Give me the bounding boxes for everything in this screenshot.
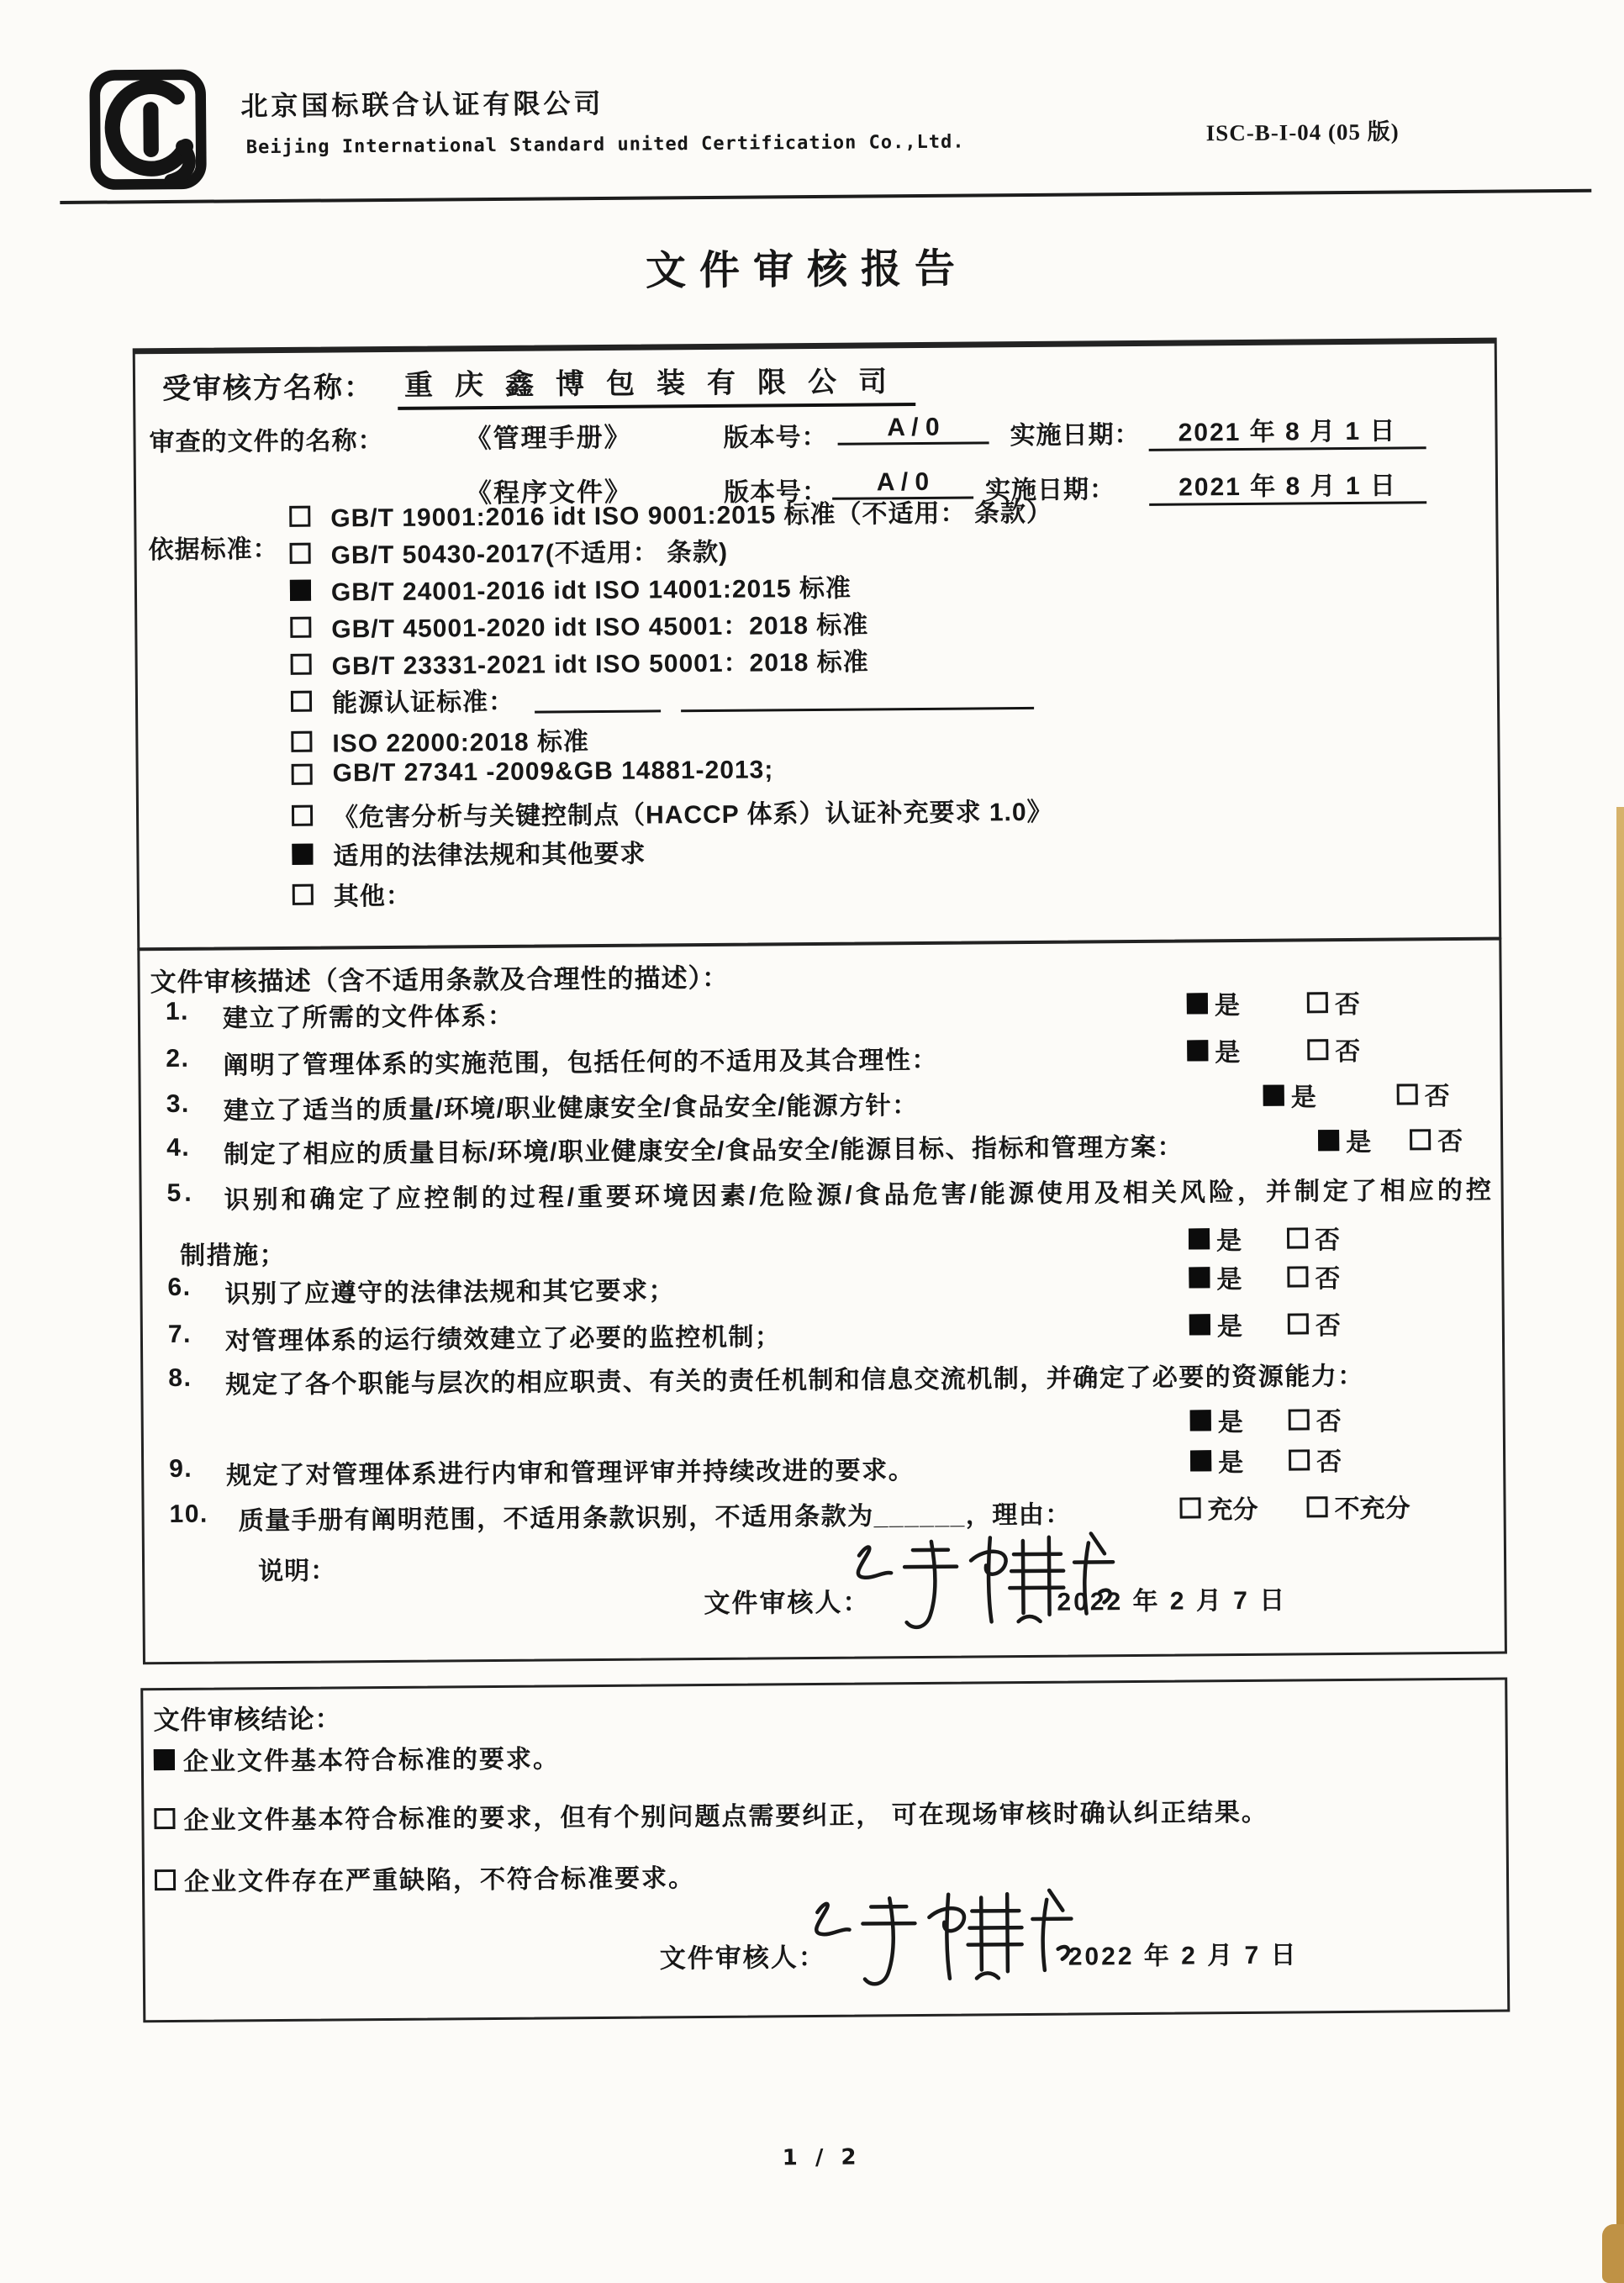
checkbox[interactable] [289, 505, 310, 526]
checkbox[interactable] [291, 730, 312, 751]
info-section [133, 338, 1502, 951]
company-logo-icon [87, 68, 229, 190]
conclusion-section [140, 1678, 1510, 2023]
impl-date-label: 实施日期： [1010, 420, 1141, 451]
no-checkbox[interactable] [1289, 1449, 1310, 1470]
yes-checkbox[interactable] [1190, 1410, 1211, 1431]
item-text: 建立了适当的质量/环境/职业健康安全/食品安全/能源方针： [223, 1092, 919, 1126]
yes-no-group: 是 否 [1318, 1120, 1463, 1158]
standard-row [293, 875, 412, 913]
description-item: 6. 识别了应遵守的法律法规和其它要求； [167, 1269, 675, 1310]
option-text: 企业文件基本符合标准的要求，但有个别问题点需要纠正， 可在现场审核时确认纠正结果。 [183, 1798, 1268, 1835]
impl-date-value: 2021 年 8 月 1 日 [1149, 464, 1426, 506]
no-checkbox[interactable] [1287, 1227, 1308, 1248]
standard-text: 能源认证标准： [331, 688, 515, 718]
checkbox[interactable] [154, 1807, 175, 1828]
conclusion-option [154, 1791, 1268, 1837]
standard-text: GB/T 19001:2016 idt ISO 9001:2015 标准（不适用： 条款） [330, 498, 1053, 533]
version-value: A / 0 [832, 467, 973, 499]
option-text: 企业文件基本符合标准的要求。 [182, 1745, 561, 1776]
item-text: 制定了相应的质量目标/环境/职业健康安全/食品安全/能源目标、指标和管理方案： [224, 1133, 1184, 1169]
yes-no-group: 是 否 [1190, 1400, 1342, 1438]
header-divider [60, 189, 1591, 204]
item-text: 制措施； [180, 1241, 287, 1270]
reviewer-signature [834, 1521, 1154, 1646]
scan-corner-artifact [1602, 2224, 1624, 2283]
standard-row [291, 677, 1034, 720]
item-text: 质量手册有阐明范围，不适用条款识别，不适用条款为______，理由： [238, 1500, 1072, 1536]
checkbox[interactable] [290, 579, 311, 600]
checkbox[interactable] [290, 542, 311, 563]
item-text: 识别和确定了应控制的过程/重要环境因素/危险源/食品危害/能源使用及相关风险，并制定了相应的控 [224, 1176, 1495, 1215]
description-item: 5. 识别和确定了应控制的过程/重要环境因素/危险源/食品危害/能源使用及相关风险，并制定了相应的控 [166, 1169, 1495, 1216]
description-item: 3. 建立了适当的质量/环境/职业健康安全/食品安全/能源方针： [166, 1084, 919, 1127]
standard-text: GB/T 23331-2021 idt ISO 50001：2018 标准 [331, 648, 869, 681]
checkbox[interactable] [292, 804, 313, 825]
standard-row [292, 756, 774, 788]
yes-checkbox[interactable] [1187, 1040, 1208, 1061]
yes-checkbox[interactable] [1318, 1130, 1339, 1151]
impl-date-label: 实施日期： [984, 476, 1116, 505]
checkbox[interactable] [292, 843, 313, 864]
yes-no-group: 是 否 [1189, 1305, 1341, 1342]
no-checkbox[interactable] [1397, 1084, 1418, 1105]
standard-row [289, 492, 1052, 535]
no-checkbox[interactable] [1307, 992, 1328, 1013]
blank-line [535, 684, 661, 713]
yes-checkbox[interactable] [1187, 993, 1208, 1014]
no-checkbox[interactable] [1307, 1039, 1328, 1060]
option-text: 企业文件存在严重缺陷，不符合标准要求。 [183, 1864, 696, 1896]
item-text: 建立了所需的文件体系： [222, 1002, 514, 1033]
insufficient-checkbox[interactable] [1306, 1496, 1327, 1517]
description-item: 9. 规定了对管理体系进行内审和管理评审并持续改进的要求。 [169, 1449, 915, 1492]
version-label: 版本号： [723, 477, 829, 507]
form-code: ISC-B-I-04 (05 版) [1205, 119, 1400, 146]
document-name: 《程序文件》 [465, 477, 633, 509]
description-item: 4. 制定了相应的质量目标/环境/职业健康安全/食品安全/能源目标、指标和管理方案： [166, 1126, 1184, 1172]
description-item-continuation [180, 1234, 286, 1272]
no-checkbox[interactable] [1287, 1266, 1308, 1287]
company-name-en: Beijing International Standard united Certification Co.,Ltd. [245, 131, 965, 159]
review-date: 2022 年 2 月 7 日 [1068, 1941, 1299, 1971]
description-heading: 文件审核描述（含不适用条款及合理性的描述）： [150, 962, 730, 998]
review-date: 2022 年 2 月 7 日 [1057, 1586, 1288, 1616]
reviewer-signature [792, 1878, 1112, 2002]
checkbox[interactable] [290, 616, 311, 637]
item-text: 识别了应遵守的法律法规和其它要求； [224, 1277, 676, 1309]
version-label: 版本号： [723, 423, 828, 452]
standard-row [291, 720, 589, 760]
note-label: 说明： [258, 1557, 337, 1586]
sufficiency-options: 充分 不充分 [1179, 1487, 1410, 1526]
no-checkbox[interactable] [1288, 1313, 1309, 1334]
yes-checkbox[interactable] [1189, 1267, 1210, 1288]
description-item: 8. 规定了各个职能与层次的相应职责、有关的责任机制和信息交流机制，并确定了必要的资源能力： [168, 1355, 1364, 1401]
item-text: 规定了对管理体系进行内审和管理评审并持续改进的要求。 [226, 1457, 915, 1490]
document-name: 《管理手册》 [465, 422, 632, 454]
auditee-name: 重庆鑫博包装有限公司 [398, 358, 915, 410]
item-text: 阐明了管理体系的实施范围，包括任何的不适用及其合理性： [223, 1046, 939, 1080]
reviewer-label: 文件审核人： [659, 1942, 826, 1974]
standard-text: 适用的法律法规和其他要求 [333, 840, 646, 871]
checkbox[interactable] [292, 763, 313, 784]
standard-row [289, 531, 728, 572]
item-text: 规定了各个职能与层次的相应职责、有关的责任机制和信息交流机制，并确定了必要的资源能力： [225, 1362, 1364, 1400]
version-value: A / 0 [837, 413, 989, 445]
standard-row [292, 833, 646, 873]
standard-text: GB/T 50430-2017(不适用： 条款) [330, 538, 729, 570]
no-checkbox[interactable] [1410, 1129, 1431, 1150]
company-name-cn: 北京国标联合认证有限公司 [240, 87, 604, 122]
yes-checkbox[interactable] [1263, 1084, 1284, 1105]
scan-edge-artifact [1616, 807, 1624, 2283]
standard-text: GB/T 45001-2020 idt ISO 45001：2018 标准 [331, 611, 869, 644]
impl-date-value: 2021 年 8 月 1 日 [1148, 409, 1426, 451]
standard-text: 其他： [333, 882, 412, 911]
yes-no-group: 是 否 [1187, 983, 1360, 1022]
standard-row [290, 604, 868, 645]
checkbox[interactable] [291, 653, 312, 674]
checkbox[interactable] [155, 1869, 176, 1890]
standard-row [290, 641, 868, 682]
yes-no-group: 是 否 [1263, 1075, 1450, 1114]
description-item: 1. 建立了所需的文件体系： [166, 995, 514, 1035]
yes-no-group: 是 否 [1190, 1441, 1342, 1479]
blank-line [681, 681, 1034, 711]
page-number: 1 / 2 [782, 2144, 862, 2171]
yes-checkbox[interactable] [1189, 1314, 1210, 1335]
standard-text: ISO 22000:2018 标准 [332, 728, 590, 758]
item-text: 对管理体系的运行绩效建立了必要的监控机制； [224, 1323, 782, 1356]
yes-no-group: 是 否 [1187, 1031, 1360, 1069]
documents-label: 审查的文件的名称： [149, 426, 384, 457]
description-section [137, 938, 1507, 1665]
description-item: 7. 对管理体系的运行绩效建立了必要的监控机制； [168, 1315, 782, 1358]
description-item-10: 10. 质量手册有阐明范围，不适用条款识别，不适用条款为______，理由： [169, 1494, 1071, 1537]
yes-no-group: 是 否 [1189, 1219, 1340, 1257]
yes-checkbox[interactable] [1189, 1228, 1210, 1249]
yes-no-group: 是 否 [1189, 1257, 1340, 1295]
standard-row [290, 567, 852, 609]
description-item: 2. 阐明了管理体系的实施范围，包括任何的不适用及其合理性： [166, 1039, 938, 1082]
checkbox[interactable] [293, 883, 314, 904]
standard-row [292, 791, 1053, 834]
conclusion-heading: 文件审核结论： [153, 1704, 342, 1736]
conclusion-option [154, 1737, 560, 1778]
no-checkbox[interactable] [1289, 1409, 1310, 1430]
standard-text: GB/T 27341 -2009&GB 14881-2013; [332, 756, 774, 788]
conclusion-option [155, 1857, 695, 1898]
standard-text: 《危害分析与关键控制点（HACCP 体系）认证补充要求 1.0》 [332, 798, 1053, 832]
page-title: 文件审核报告 [645, 246, 969, 294]
auditee-label: 受审核方名称： [161, 372, 375, 406]
checkbox[interactable] [154, 1748, 175, 1769]
checkbox[interactable] [291, 690, 312, 711]
standards-label: 依据标准： [148, 535, 279, 565]
reviewer-label: 文件审核人： [704, 1587, 871, 1619]
sufficient-checkbox[interactable] [1179, 1497, 1200, 1518]
yes-checkbox[interactable] [1190, 1450, 1211, 1471]
standard-text: GB/T 24001-2016 idt ISO 14001:2015 标准 [330, 574, 852, 607]
